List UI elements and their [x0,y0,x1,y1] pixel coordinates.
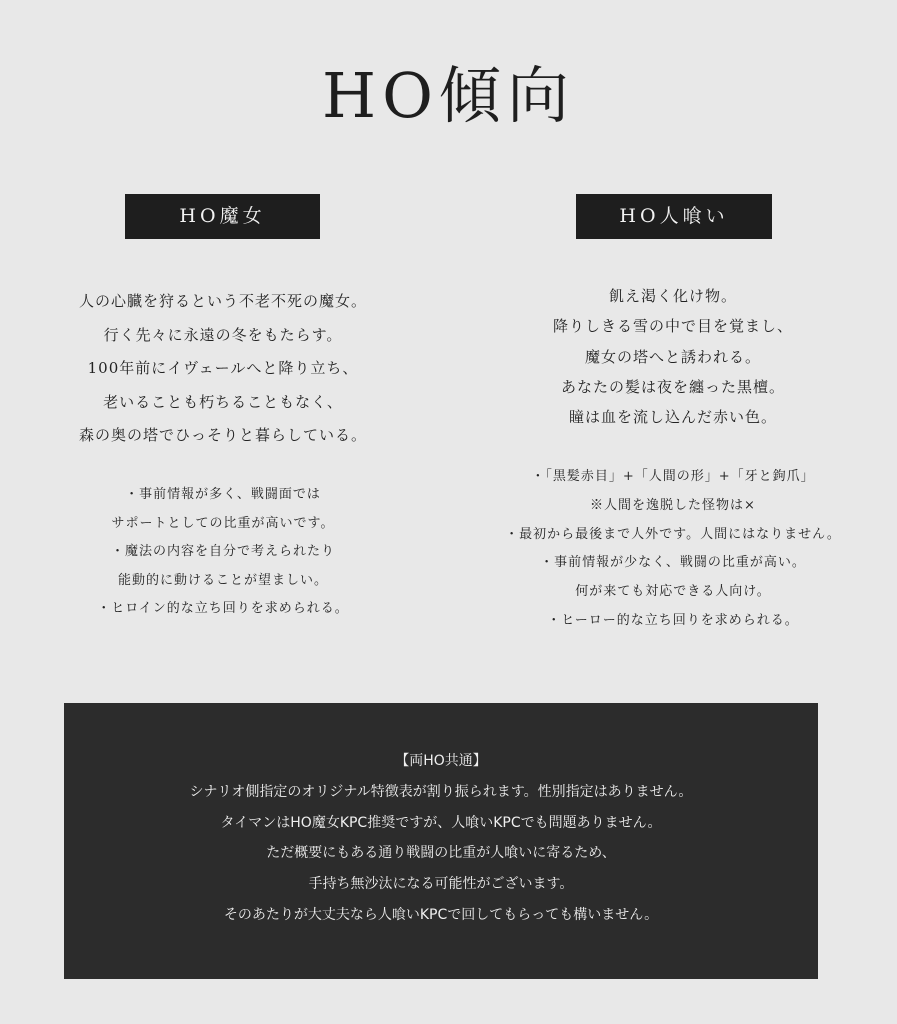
note-line: ・魔法の内容を自分で考えられたり [110,544,335,560]
common-line: ただ概要にもある通り戦闘の比重が人喰いに寄るため、 [266,845,616,862]
note-line: 能動的に動けることが望ましい。 [117,572,328,588]
common-heading: 【両HO共通】 [395,753,487,769]
note-line: ※人間を逸脱した怪物は× [590,497,756,513]
description-line: 森の奥の塔でひっそりと暮らしている。 [78,426,367,445]
note-line: ・最初から最後まで人外です。人間にはなりません。 [505,526,841,542]
note-line: ・事前情報が少なく、戦闘の比重が高い。 [540,555,806,571]
description-line: 魔女の塔へと誘われる。 [584,347,761,366]
ho-witch-label: HO魔女 [125,194,320,239]
ho-maneater-notes [493,463,853,636]
common-line: タイマンはHO魔女KPC推奨ですが、人喰いKPCでも問題ありません。 [220,814,662,831]
common-line: 手持ち無沙汰になる可能性がございます。 [308,876,574,893]
note-line: ・ヒロイン的な立ち回りを求められる。 [97,601,349,617]
description-line: 瞳は血を流し込んだ赤い色。 [568,408,777,427]
note-line: ・ヒーロー的な立ち回りを求められる。 [547,612,799,628]
note-line: ・「黒髪赤目」+「人間の形」+「牙と鉤爪」 [531,469,815,484]
ho-witch-notes [48,481,398,624]
ho-witch-description [48,285,398,453]
description-line: 行く先々に永遠の冬をもたらす。 [103,325,343,344]
description-line: あなたの髪は夜を纏った黒檀。 [560,377,785,396]
description-line: 飢え渇く化け物。 [608,287,737,305]
page-title: HO傾向 [322,59,575,132]
ho-maneater-label: HO人喰い [576,194,772,239]
description-line: 降りしきる雪の中で目を覚まし、 [552,317,793,336]
common-line: シナリオ側指定のオリジナル特徴表が割り振られます。性別指定はありません。 [189,783,693,800]
note-line: サポートとしての比重が高いです。 [111,515,335,531]
common-line: そのあたりが大丈夫なら人喰いKPCで回してもらっても構いません。 [223,906,659,923]
note-line: ・事前情報が多く、戦闘面では [125,487,321,502]
description-line: 100年前にイヴェールへと降り立ち、 [87,359,359,378]
ho-maneater-description [493,281,853,432]
description-line: 人の心臓を狩るという不老不死の魔女。 [78,292,367,310]
description-line: 老いることも朽ちることもなく、 [103,392,343,411]
common-info-text [64,746,818,931]
note-line: 何が来ても対応できる人向け。 [575,584,771,600]
common-info-box [64,703,818,979]
